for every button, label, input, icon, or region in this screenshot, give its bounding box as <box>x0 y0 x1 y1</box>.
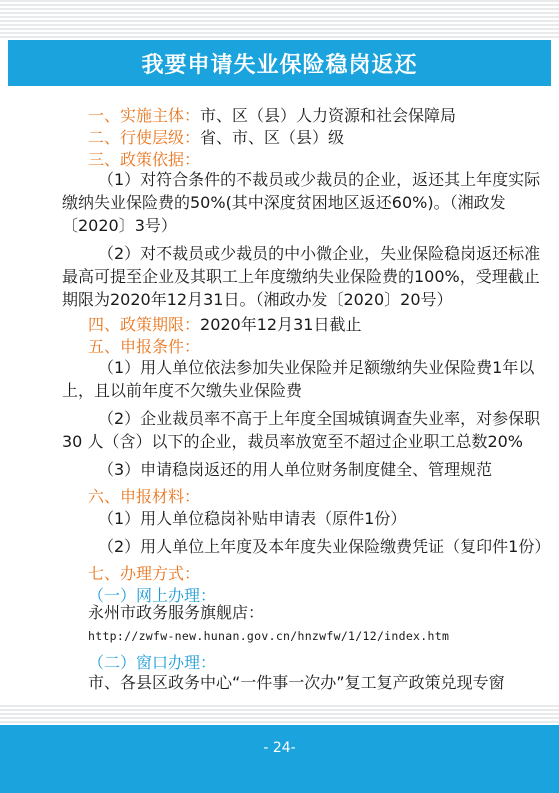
footer-bar <box>0 725 559 793</box>
condition2-line1: （2）企业裁员率不高于上年度全国城镇调查失业率，对参保职 <box>98 409 541 428</box>
heading-materials: 六、申报材料： <box>88 487 201 506</box>
heading-policy-basis: 三、政策依据： <box>88 150 201 169</box>
material1: （1）用人单位稳岗补贴申请表（原件1份） <box>98 509 407 528</box>
title-banner <box>8 40 551 86</box>
heading-value: 省、市、区（县）级 <box>200 128 345 147</box>
heading-label: 一、实施主体： <box>88 106 201 125</box>
heading-methods: 七、办理方式： <box>88 564 201 583</box>
subheading-window: （二）窗口办理： <box>88 653 217 672</box>
para2-line3: 期限为2020年12月31日。（湘政办发〔2020〕20号） <box>62 290 453 309</box>
online-store-label: 永州市政务服务旗舰店： <box>88 603 265 622</box>
online-url-link[interactable]: http://zwfw-new.hunan.gov.cn/hnzwfw/1/12/index.htm <box>88 629 450 643</box>
condition1-line2: 上，且以前年度不欠缴失业保险费 <box>62 381 303 400</box>
heading-label: 二、行使层级： <box>88 128 201 147</box>
heading-implementing-body <box>88 103 456 126</box>
page-number: - 24- <box>263 740 296 756</box>
para1-line3: 〔2020〕3号） <box>62 216 177 235</box>
heading-policy-period <box>88 312 361 335</box>
heading-label: 四、政策期限： <box>88 315 201 334</box>
page-title: 我要申请失业保险稳岗返还 <box>141 52 418 78</box>
condition3: （3）申请稳岗返还的用人单位财务制度健全、管理规范 <box>98 460 493 479</box>
heading-value: 市、区（县）人力资源和社会保障局 <box>200 106 457 125</box>
bottom-stripes <box>0 705 559 725</box>
para2-line1: （2）对不裁员或少裁员的中小微企业，失业保险稳岗返还标准 <box>98 244 541 263</box>
condition2-line2: 30 人（含）以下的企业，裁员率放宽至不超过企业职工总数20% <box>62 432 524 451</box>
window-office-text: 市、各县区政务中心“一件事一次办”复工复产政策兑现专窗 <box>88 673 505 692</box>
heading-value: 2020年12月31日截止 <box>200 315 362 334</box>
heading-level <box>88 125 344 148</box>
top-stripes <box>0 0 559 40</box>
para1-line2: 缴纳失业保险费的50%(其中深度贫困地区返还60%)。（湘政发 <box>62 193 506 212</box>
para1-line1: （1）对符合条件的不裁员或少裁员的企业，返还其上年度实际 <box>98 170 541 189</box>
heading-conditions: 五、申报条件： <box>88 337 201 356</box>
material2: （2）用人单位上年度及本年度失业保险缴费凭证（复印件1份） <box>98 537 551 556</box>
para2-line2: 最高可提至企业及其职工上年度缴纳失业保险费的100%，受理截止 <box>62 267 540 286</box>
subheading-online: （一）网上办理： <box>88 586 217 605</box>
condition1-line1: （1）用人单位依法参加失业保险并足额缴纳失业保险费1年以 <box>98 358 535 377</box>
